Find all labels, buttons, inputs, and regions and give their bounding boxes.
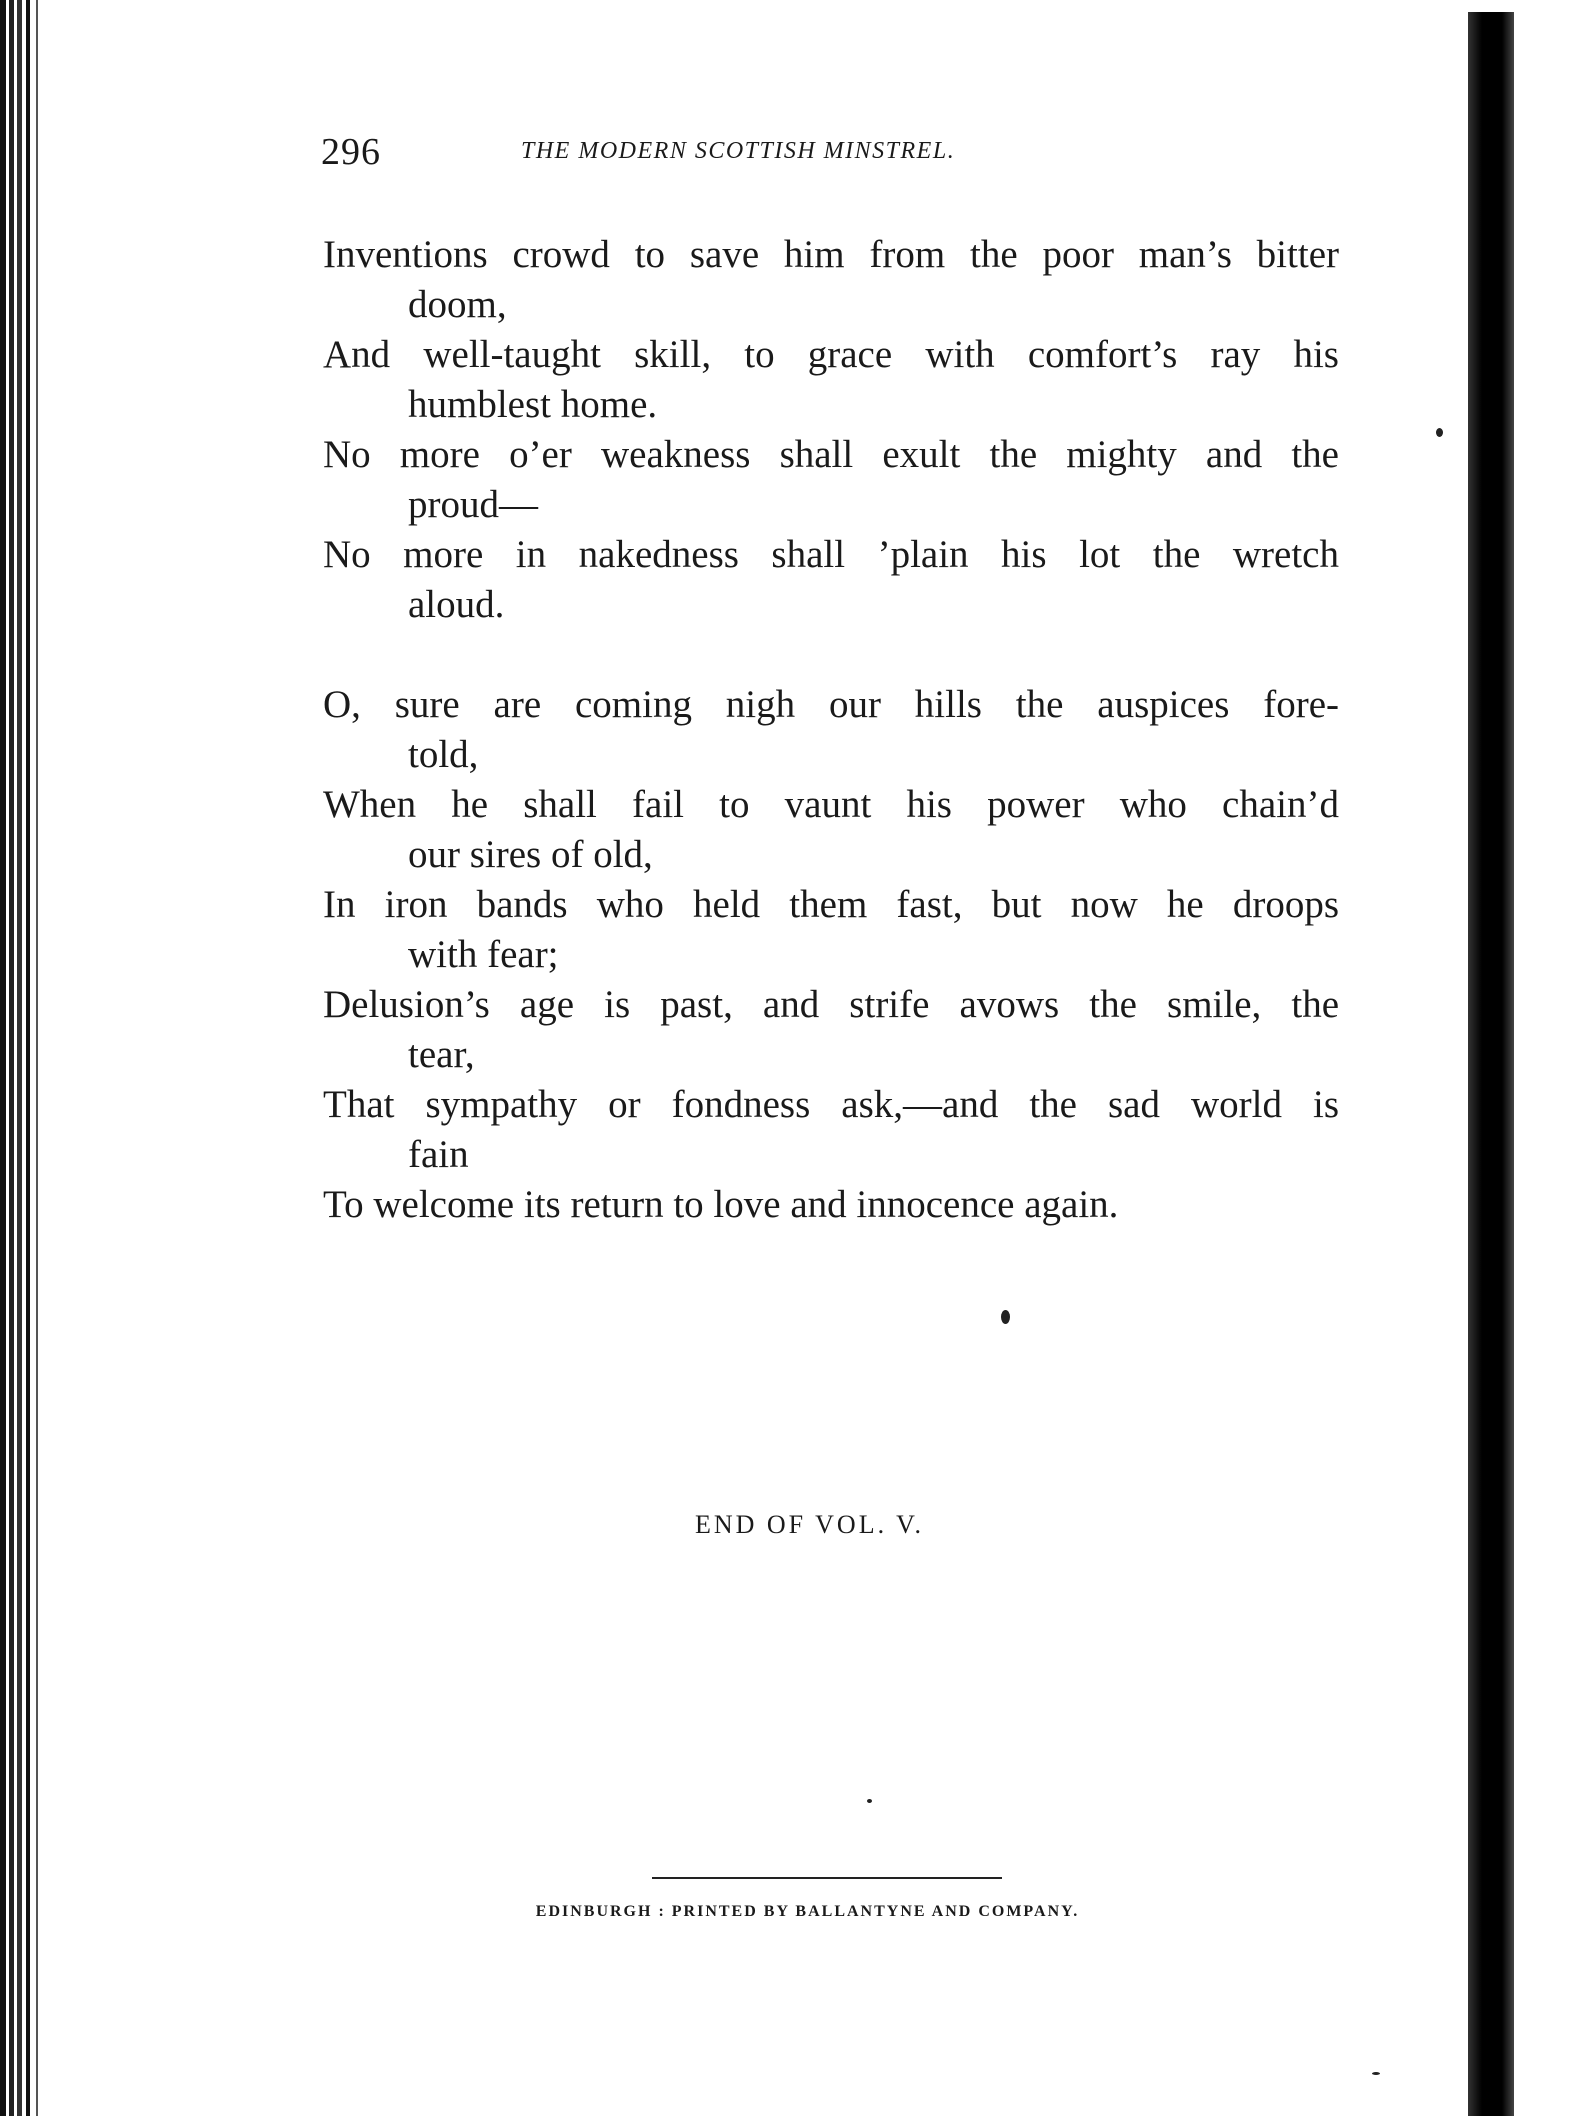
verse-line-text: To welcome its return to love and innocence again. (323, 1183, 1119, 1226)
running-head: THE MODERN SCOTTISH MINSTREL. (521, 138, 956, 164)
verse-line-continuation: proud— (408, 483, 538, 526)
page-number: 296 (321, 131, 381, 173)
page-header (321, 130, 1337, 180)
verse-line-text: When he shall fail to vaunt his power who chain’d (323, 783, 1339, 826)
verse-line-continuation: tear, (408, 1033, 475, 1076)
scan-right-edge (1468, 12, 1514, 2116)
verse-line-text: Inventions crowd to save him from the poor man’s bitter (323, 233, 1339, 276)
verse-line-continuation: told, (408, 733, 479, 776)
verse-line-continuation: with fear; (408, 933, 559, 976)
scan-left-edge (0, 0, 46, 2116)
verse-line (323, 880, 1339, 980)
verse-line-text: No more o’er weakness shall exult the mighty and the (323, 433, 1339, 476)
verse-line-continuation: aloud. (408, 583, 505, 626)
scan-speck (1436, 428, 1443, 437)
scan-speck (1001, 1310, 1010, 1324)
poem-body (323, 230, 1339, 1280)
verse-line-text: In iron bands who held them fast, but now he droops (323, 883, 1339, 926)
verse-line (323, 230, 1339, 330)
verse-line (323, 780, 1339, 880)
imprint-rule (652, 1877, 1002, 1879)
end-of-volume-mark: END OF VOL. V. (694, 1510, 925, 1539)
verse-line-continuation: doom, (408, 283, 507, 326)
scan-speck (1372, 2072, 1380, 2075)
verse-line-text: No more in nakedness shall ’plain his lot the wretch (323, 533, 1339, 576)
verse-line (323, 1180, 1339, 1230)
verse-line-text: O, sure are coming nigh our hills the auspices fore- (323, 683, 1339, 726)
verse-line (323, 980, 1339, 1080)
stanza (323, 680, 1339, 1230)
verse-line-continuation: fain (408, 1133, 469, 1176)
verse-line-text: Delusion’s age is past, and strife avows the smile, the (323, 983, 1339, 1026)
verse-line (323, 430, 1339, 530)
verse-line-text: And well-taught skill, to grace with comfort’s ray his (323, 333, 1339, 376)
stanza (323, 230, 1339, 630)
scan-speck (867, 1799, 872, 1803)
verse-line-continuation: humblest home. (408, 383, 658, 426)
verse-line-continuation: our sires of old, (408, 833, 653, 876)
verse-line (323, 330, 1339, 430)
printer-imprint: EDINBURGH : PRINTED BY BALLANTYNE AND COMPANY. (535, 1903, 1080, 1920)
verse-line-text: That sympathy or fondness ask,—and the sad world is (323, 1083, 1339, 1126)
verse-line (323, 680, 1339, 780)
verse-line (323, 1080, 1339, 1180)
verse-line (323, 530, 1339, 630)
